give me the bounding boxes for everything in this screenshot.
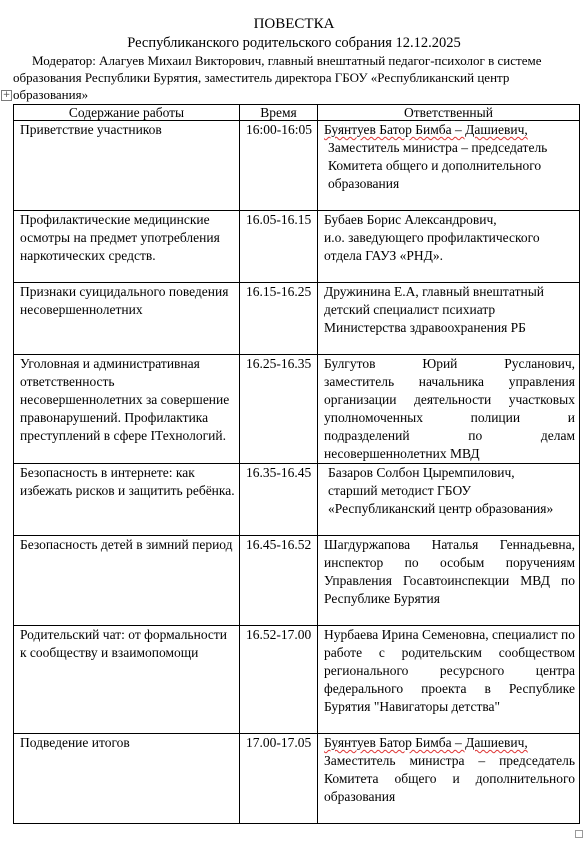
column-header-time: Время [240,105,318,121]
time-cell: 16.45-16.52 [240,536,318,626]
responsible-role: специалист по работе с родительским сообществом регионального ресурсного центра федерального проекта в Республике Бурятия "Навигаторы детства" [324,627,575,714]
task-cell: Уголовная и административная ответственность несовершеннолетних за совершение правонарушений. Профилактика преступлений в сфере IТехнологий. [14,355,240,464]
task-cell: Профилактические медицинские осмотры на предмет употребления наркотических средств. [14,211,240,283]
responsible-cell [318,626,580,734]
responsible-name: Буянтуев Батор Бимба – Дашиевич, [324,122,528,137]
column-header-responsible: Ответственный [318,105,580,121]
responsible-role: инспектор по особым поручениям Управления Госавтоинспекции МВД по Республике Бурятия [324,555,575,606]
responsible-cell [318,355,580,464]
responsible-cell [318,536,580,626]
table-row [14,464,580,536]
responsible-name: Дружинина Е.А, главный внештатный детский специалист психиатр Министерства здравоохранения РБ [324,284,545,335]
table-resize-handle-icon[interactable] [575,830,583,838]
responsible-role: и.о. заведующего профилактического отдела ГАУЗ «РНД». [324,230,540,263]
task-cell: Приветствие участников [14,121,240,211]
responsible-cell [318,283,580,355]
task-cell: Родительский чат: от формальности к сообществу и взаимопомощи [14,626,240,734]
time-cell: 16.25-16.35 [240,355,318,464]
table-row [14,536,580,626]
document-subtitle: Республиканского родительского собрания 12.12.2025 [127,35,461,51]
time-cell: 16:00-16:05 [240,121,318,211]
responsible-name: Базаров Солбон Цыремпилович, [328,465,515,480]
document-title: ПОВЕСТКА [253,16,335,32]
responsible-role: Заместитель министра – председатель Комитета общего и дополнительного образования [328,140,548,191]
table-row [14,211,580,283]
time-cell: 16.35-16.45 [240,464,318,536]
responsible-role: старший методист ГБОУ «Республиканский центр образования» [328,483,554,516]
time-cell: 17.00-17.05 [240,734,318,824]
table-header-row [14,105,580,121]
table-move-handle-icon[interactable]: + [2,90,11,100]
responsible-name: Шагдуржапова Наталья Геннадьевна, [324,537,575,552]
responsible-cell [318,121,580,211]
responsible-name: Булгутов Юрий Русланович, [324,356,575,371]
task-cell: Безопасность детей в зимний период [14,536,240,626]
moderator-paragraph: Модератор: Алагуев Михаил Викторович, главный внештатный педагог-психолог в системе образования Республики Бурятия, заместитель директора ГБОУ «Республиканский центр образования» [13,53,542,102]
task-cell: Признаки суицидального поведения несовершеннолетних [14,283,240,355]
task-cell: Безопасность в интернете: как избежать рисков и защитить ребёнка. [14,464,240,536]
responsible-name: Нурбаева Ирина Семеновна, [324,627,489,642]
column-header-task: Содержание работы [14,105,240,121]
time-cell: 16.05-16.15 [240,211,318,283]
agenda-table [13,104,580,824]
responsible-cell [318,211,580,283]
responsible-cell [318,734,580,824]
table-row [14,355,580,464]
responsible-name: Бубаев Борис Александрович, [324,212,497,227]
responsible-role: заместитель начальника управления организации деятельности участковых уполномоченных полиции и подразделений по делам несовершеннолетних МВД [324,374,575,461]
time-cell: 16.52-17.00 [240,626,318,734]
table-row [14,283,580,355]
table-row [14,121,580,211]
time-cell: 16.15-16.25 [240,283,318,355]
responsible-role: Заместитель министра – председатель Комитета общего и дополнительного образования [324,753,575,804]
table-row [14,626,580,734]
task-cell: Подведение итогов [14,734,240,824]
table-row [14,734,580,824]
responsible-cell [318,464,580,536]
responsible-name: Буянтуев Батор Бимба – Дашиевич, [324,735,528,750]
